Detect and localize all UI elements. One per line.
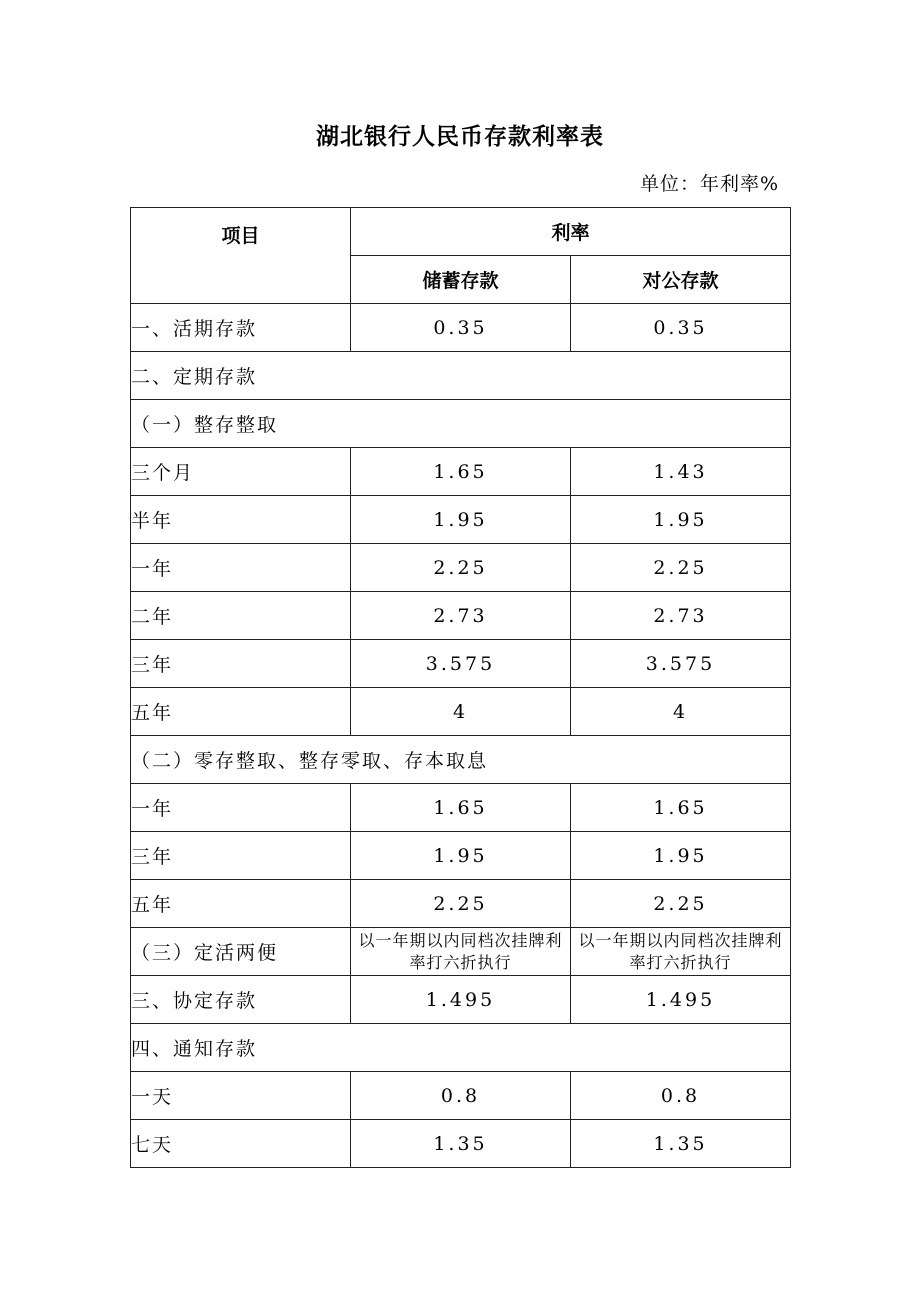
row-label: 一年 — [131, 784, 351, 832]
corporate-rate: 1.95 — [571, 832, 791, 880]
header-corporate: 对公存款 — [571, 256, 791, 304]
row-label: 五年 — [131, 688, 351, 736]
savings-rate: 1.35 — [351, 1120, 571, 1168]
section-label: 二、定期存款 — [131, 352, 791, 400]
table-row — [131, 352, 791, 400]
corporate-rate: 1.35 — [571, 1120, 791, 1168]
corporate-rate: 2.25 — [571, 544, 791, 592]
table-row — [131, 1024, 791, 1072]
table-row — [131, 928, 791, 976]
table-row — [131, 304, 791, 352]
table-row — [131, 448, 791, 496]
row-label: 一、活期存款 — [131, 304, 351, 352]
corporate-rate: 0.35 — [571, 304, 791, 352]
savings-rate: 0.8 — [351, 1072, 571, 1120]
savings-rate: 2.25 — [351, 880, 571, 928]
table-row — [131, 592, 791, 640]
corporate-rate: 1.495 — [571, 976, 791, 1024]
row-label: 三、协定存款 — [131, 976, 351, 1024]
savings-rate: 1.65 — [351, 448, 571, 496]
corporate-rate: 2.25 — [571, 880, 791, 928]
table-row — [131, 544, 791, 592]
savings-rate: 1.95 — [351, 496, 571, 544]
row-label: （三）定活两便 — [131, 928, 351, 976]
corporate-rate: 1.65 — [571, 784, 791, 832]
header-item: 项目 — [131, 208, 351, 304]
row-label: 三年 — [131, 640, 351, 688]
savings-rate: 1.65 — [351, 784, 571, 832]
row-label: 一天 — [131, 1072, 351, 1120]
corporate-rate-note: 以一年期以内同档次挂牌利率打六折执行 — [571, 928, 791, 976]
row-label: 一年 — [131, 544, 351, 592]
savings-rate-note: 以一年期以内同档次挂牌利率打六折执行 — [351, 928, 571, 976]
row-label: 三个月 — [131, 448, 351, 496]
savings-rate: 3.575 — [351, 640, 571, 688]
rate-table — [130, 207, 791, 1168]
table-row — [131, 1120, 791, 1168]
savings-rate: 1.95 — [351, 832, 571, 880]
table-row — [131, 736, 791, 784]
header-savings: 储蓄存款 — [351, 256, 571, 304]
table-row — [131, 400, 791, 448]
table-row — [131, 640, 791, 688]
row-label: 半年 — [131, 496, 351, 544]
savings-rate: 0.35 — [351, 304, 571, 352]
row-label: 二年 — [131, 592, 351, 640]
savings-rate: 2.25 — [351, 544, 571, 592]
header-rate: 利率 — [351, 208, 791, 256]
table-row — [131, 1072, 791, 1120]
corporate-rate: 1.43 — [571, 448, 791, 496]
table-row — [131, 880, 791, 928]
section-label: （一）整存整取 — [131, 400, 791, 448]
row-label: 三年 — [131, 832, 351, 880]
savings-rate: 1.495 — [351, 976, 571, 1024]
section-label: （二）零存整取、整存零取、存本取息 — [131, 736, 791, 784]
table-row — [131, 832, 791, 880]
table-row — [131, 496, 791, 544]
row-label: 五年 — [131, 880, 351, 928]
table-row — [131, 688, 791, 736]
section-label: 四、通知存款 — [131, 1024, 791, 1072]
table-row — [131, 976, 791, 1024]
corporate-rate: 3.575 — [571, 640, 791, 688]
savings-rate: 2.73 — [351, 592, 571, 640]
row-label: 七天 — [131, 1120, 351, 1168]
page-title: 湖北银行人民币存款利率表 — [316, 123, 604, 150]
unit-label: 单位：年利率% — [639, 173, 779, 195]
table-row — [131, 784, 791, 832]
corporate-rate: 4 — [571, 688, 791, 736]
corporate-rate: 0.8 — [571, 1072, 791, 1120]
savings-rate: 4 — [351, 688, 571, 736]
corporate-rate: 1.95 — [571, 496, 791, 544]
corporate-rate: 2.73 — [571, 592, 791, 640]
